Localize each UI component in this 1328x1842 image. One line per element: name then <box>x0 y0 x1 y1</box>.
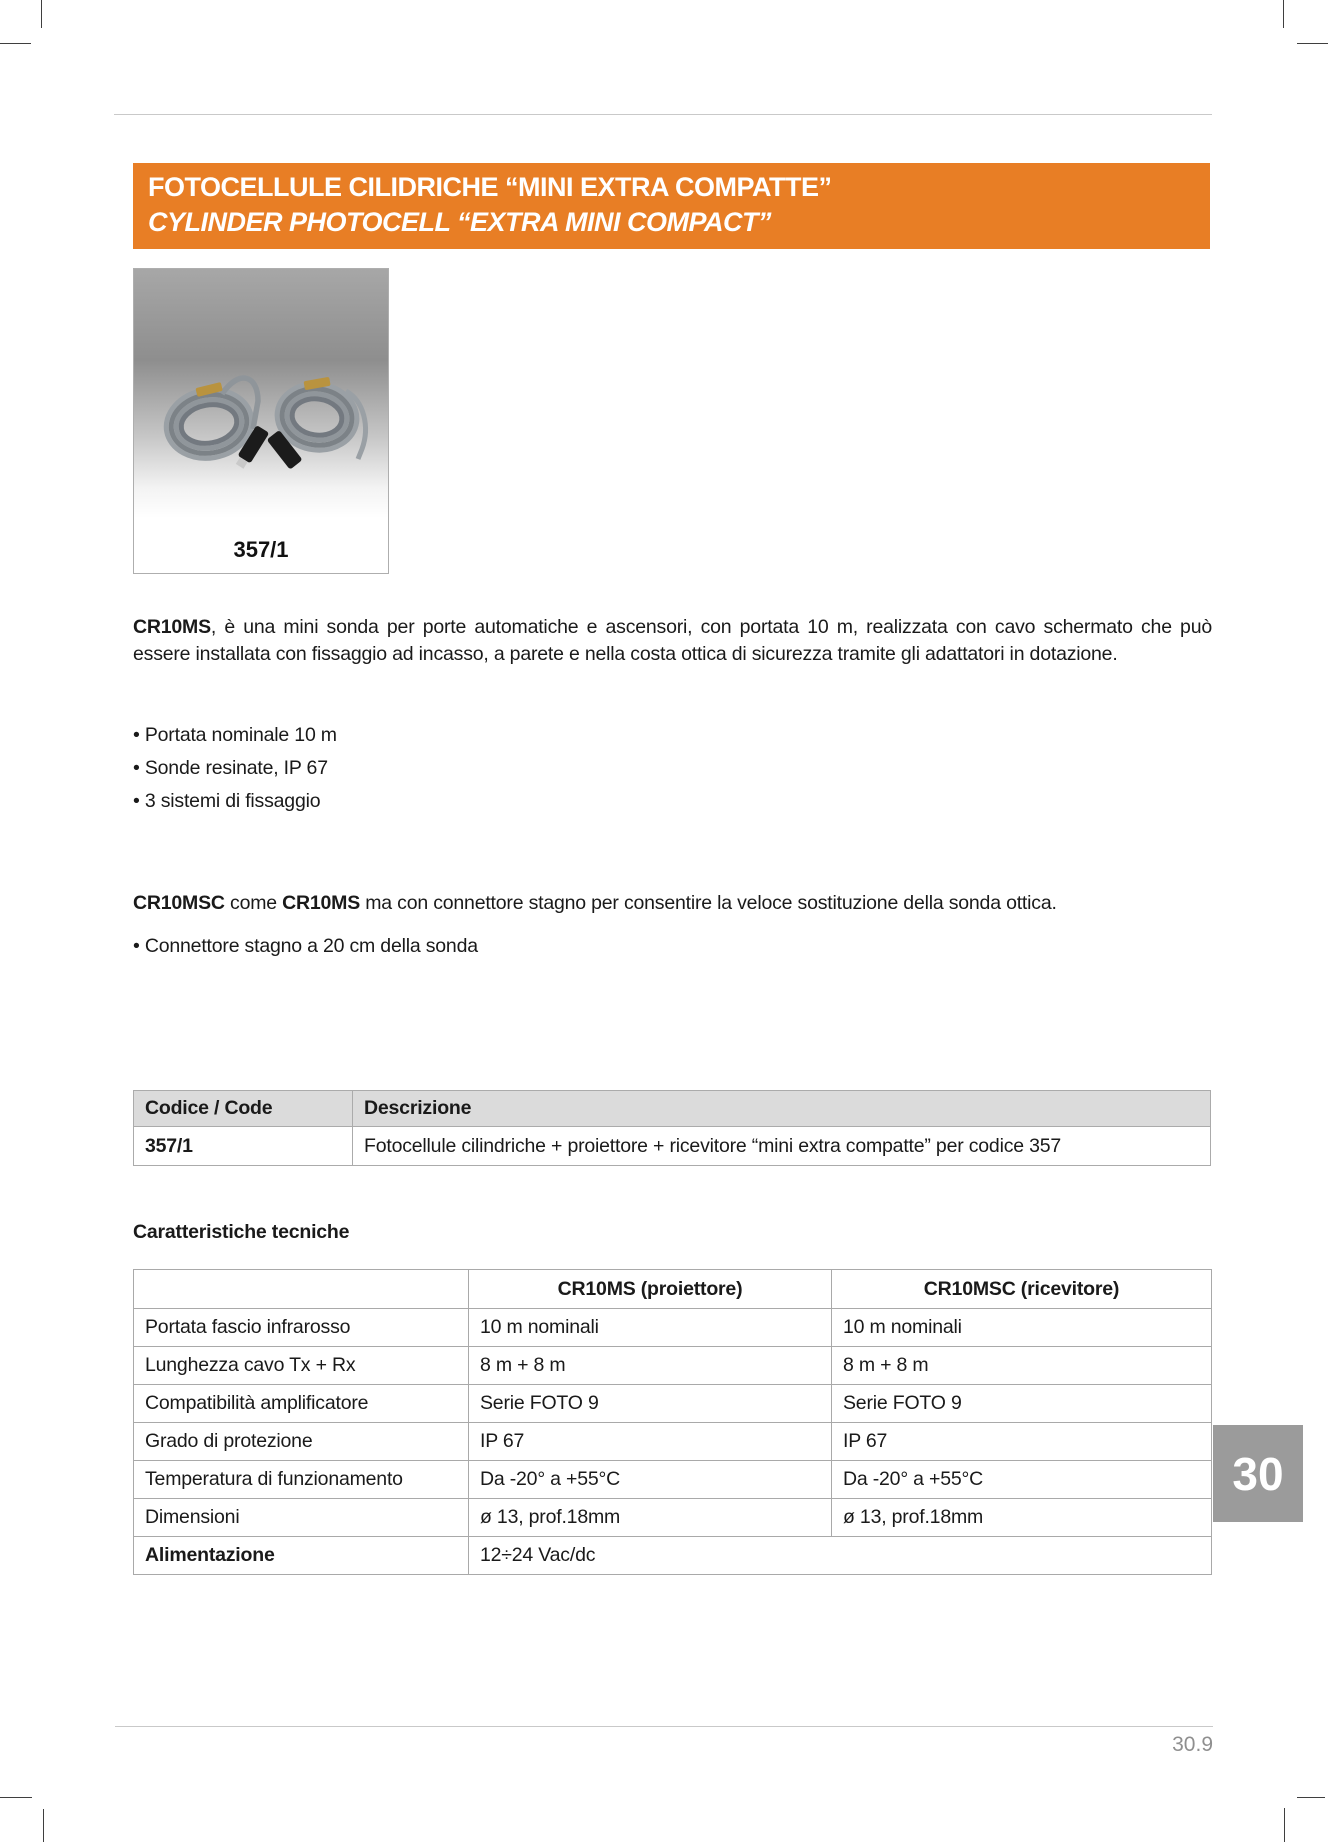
code-table-header-description: Descrizione <box>353 1091 1211 1127</box>
crop-mark-bottom-left-h <box>0 1797 32 1798</box>
feature-list-cr10ms <box>133 722 337 821</box>
chapter-number: 30 <box>1232 1447 1284 1500</box>
tech-value: IP 67 <box>469 1423 832 1461</box>
tech-specs-heading: Caratteristiche tecniche <box>133 1221 350 1243</box>
tech-row <box>134 1499 1212 1537</box>
tech-row <box>134 1309 1212 1347</box>
code-table <box>133 1090 1211 1166</box>
tech-value: Serie FOTO 9 <box>832 1385 1212 1423</box>
footer-divider <box>115 1726 1213 1727</box>
tech-value: 12÷24 Vac/dc <box>469 1537 1212 1575</box>
tech-row <box>134 1461 1212 1499</box>
tech-table-header-row <box>134 1270 1212 1309</box>
crop-mark-top-right-h <box>1297 43 1328 44</box>
section-title-italian: FOTOCELLULE CILIDRICHE “MINI EXTRA COMPATTE” <box>148 172 832 202</box>
tech-value: ø 13, prof.18mm <box>832 1499 1212 1537</box>
tech-value: Da -20° a +55°C <box>832 1461 1212 1499</box>
tech-col-cr10ms: CR10MS (proiettore) <box>469 1270 832 1309</box>
tech-row <box>134 1423 1212 1461</box>
tech-label: Dimensioni <box>134 1499 469 1537</box>
crop-mark-top-left-h <box>0 43 31 44</box>
description-text: come <box>224 892 283 914</box>
feature-list-cr10msc <box>133 933 478 966</box>
code-cell: 357/1 <box>134 1127 353 1166</box>
tech-col-cr10msc: CR10MSC (ricevitore) <box>832 1270 1212 1309</box>
crop-mark-bottom-right-h <box>1297 1797 1325 1798</box>
tech-label: Grado di protezione <box>134 1423 469 1461</box>
tech-value: 10 m nominali <box>469 1309 832 1347</box>
tech-value: 10 m nominali <box>832 1309 1212 1347</box>
feature-item: • 3 sistemi di fissaggio <box>133 788 337 814</box>
tech-label: Compatibilità amplificatore <box>134 1385 469 1423</box>
tech-row <box>134 1537 1212 1575</box>
tech-row <box>134 1347 1212 1385</box>
code-table-row <box>134 1127 1211 1166</box>
crop-mark-top-right-v <box>1283 0 1284 28</box>
model-name-cr10ms: CR10MS <box>133 616 211 638</box>
crop-mark-bottom-left-v <box>43 1809 44 1842</box>
tech-label: Lunghezza cavo Tx + Rx <box>134 1347 469 1385</box>
feature-item: • Portata nominale 10 m <box>133 722 337 748</box>
feature-item: • Sonde resinate, IP 67 <box>133 755 337 781</box>
crop-mark-bottom-right-v <box>1284 1808 1285 1842</box>
description-text: , è una mini sonda per porte automatiche e ascensori, con portata 10 m, realizzata con cavo schermato che può essere installata con fissaggio ad incasso, a parete e nella costa ottica di sicurezza tramite gli adattatori in dotazione. <box>133 616 1212 665</box>
product-code-caption: 357/1 <box>233 537 289 562</box>
tech-value: 8 m + 8 m <box>469 1347 832 1385</box>
code-table-header-code: Codice / Code <box>134 1091 353 1127</box>
code-table-header-row <box>134 1091 1211 1127</box>
tech-label: Portata fascio infrarosso <box>134 1309 469 1347</box>
crop-mark-top-left-v <box>41 0 42 28</box>
tech-value: Serie FOTO 9 <box>469 1385 832 1423</box>
tech-col-empty <box>134 1270 469 1309</box>
feature-item: • Connettore stagno a 20 cm della sonda <box>133 933 478 959</box>
tech-value: IP 67 <box>832 1423 1212 1461</box>
tech-label: Temperatura di funzionamento <box>134 1461 469 1499</box>
section-banner <box>133 163 1210 249</box>
tech-value: ø 13, prof.18mm <box>469 1499 832 1537</box>
section-title-english: CYLINDER PHOTOCELL “EXTRA MINI COMPACT” <box>148 207 772 237</box>
model-name-cr10msc: CR10MSC <box>133 892 225 914</box>
product-photo-cables-image <box>134 299 388 514</box>
page-number: 30.9 <box>1172 1733 1213 1756</box>
top-divider <box>114 114 1212 115</box>
model-name-cr10ms-ref: CR10MS <box>282 892 361 914</box>
tech-value: Da -20° a +55°C <box>469 1461 832 1499</box>
description-text: ma con connettore stagno per consentire la veloce sostituzione della sonda ottica. <box>360 892 1057 914</box>
product-figure <box>133 268 389 574</box>
tech-value: 8 m + 8 m <box>832 1347 1212 1385</box>
description-paragraph-cr10ms <box>133 614 1212 667</box>
tech-row <box>134 1385 1212 1423</box>
tech-label: Alimentazione <box>134 1537 469 1575</box>
tech-table <box>133 1269 1212 1575</box>
description-paragraph-cr10msc <box>133 890 1212 917</box>
description-cell: Fotocellule cilindriche + proiettore + ricevitore “mini extra compatte” per codice 357 <box>353 1127 1211 1166</box>
chapter-tab <box>1213 1425 1303 1522</box>
